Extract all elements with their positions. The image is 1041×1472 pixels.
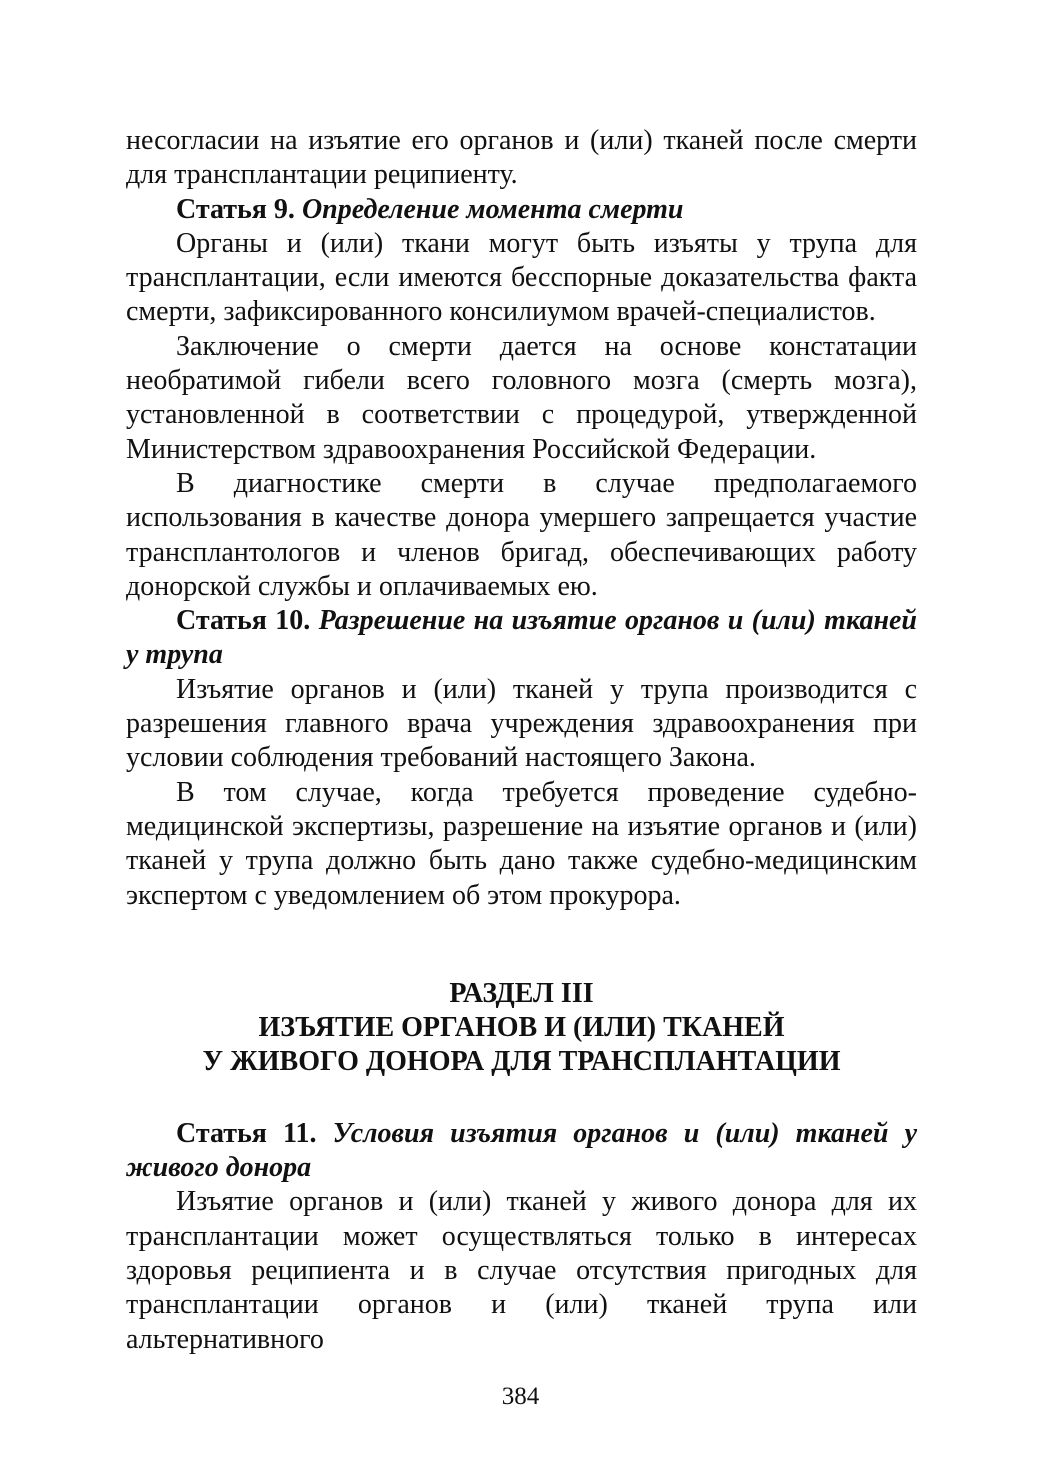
spacer [126,913,917,977]
article-9-paragraph-1: Органы и (или) ткани могут быть изъяты у трупа для трансплантации, если имеются бесспорные доказательства факта смерти, зафиксированного консилиумом врачей-специалистов. [126,227,917,328]
article-11-paragraph-1: Изъятие органов и (или) тканей у живого донора для их трансплантации может осуществляться только в интересах здоровья реципиента и в случае отсутствия пригодных для трансплантации органов и (или) тканей трупа или альтернативного [126,1186,917,1355]
article-11-title: Условия изъятия органов и (или) тканей у живого донора [126,1117,918,1184]
section-title-line-1: ИЗЪЯТИЕ ОРГАНОВ И (ИЛИ) ТКАНЕЙ [258,1011,785,1043]
article-9-heading [126,193,917,227]
article-9-paragraph-2: Заключение о смерти дается на основе констатации необратимой гибели всего головного мозга (смерть мозга), установленной в соответствии с процедурой, утвержденной Министерством здравоохранения Российской Федерации. [126,330,917,465]
article-10-heading [126,604,917,673]
article-10-number: Статья 10. [176,605,311,637]
section-heading [126,977,917,1079]
section-number: РАЗДЕЛ III [449,977,594,1009]
article-10-paragraph-2: В том случае, когда требуется проведение судебно-медицинской экспертизы, разрешение на изъятие органов и (или) тканей у трупа должно быть дано также судебно-медицинским экспертом с уведомлением об этом прокурора. [126,776,917,911]
article-9-number: Статья 9. [176,193,295,225]
page-number: 384 [501,1383,540,1410]
article-10-paragraph-1: Изъятие органов и (или) тканей у трупа производится с разрешения главного врача учреждения здравоохранения при условии соблюдения требований настоящего Закона. [126,673,917,774]
article-11-number: Статья 11. [176,1117,317,1149]
paragraph-continuation: несогласии на изъятие его органов и (или) тканей после смерти для трансплантации реципиенту. [126,125,917,191]
article-9-paragraph-3: В диагностике смерти в случае предполагаемого использования в качестве донора умершего запрещается участие трансплантологов и членов бригад, обеспечивающих работу донорской службы и оплачиваемых ею. [126,467,917,602]
section-title-line-2: У ЖИВОГО ДОНОРА ДЛЯ ТРАНСПЛАНТАЦИИ [202,1045,841,1077]
article-10-title: Разрешение на изъятие органов и (или) тканей у трупа [126,605,917,671]
article-9-title: Определение момента смерти [301,193,684,225]
article-11-heading [126,1117,917,1186]
spacer [126,1079,917,1117]
